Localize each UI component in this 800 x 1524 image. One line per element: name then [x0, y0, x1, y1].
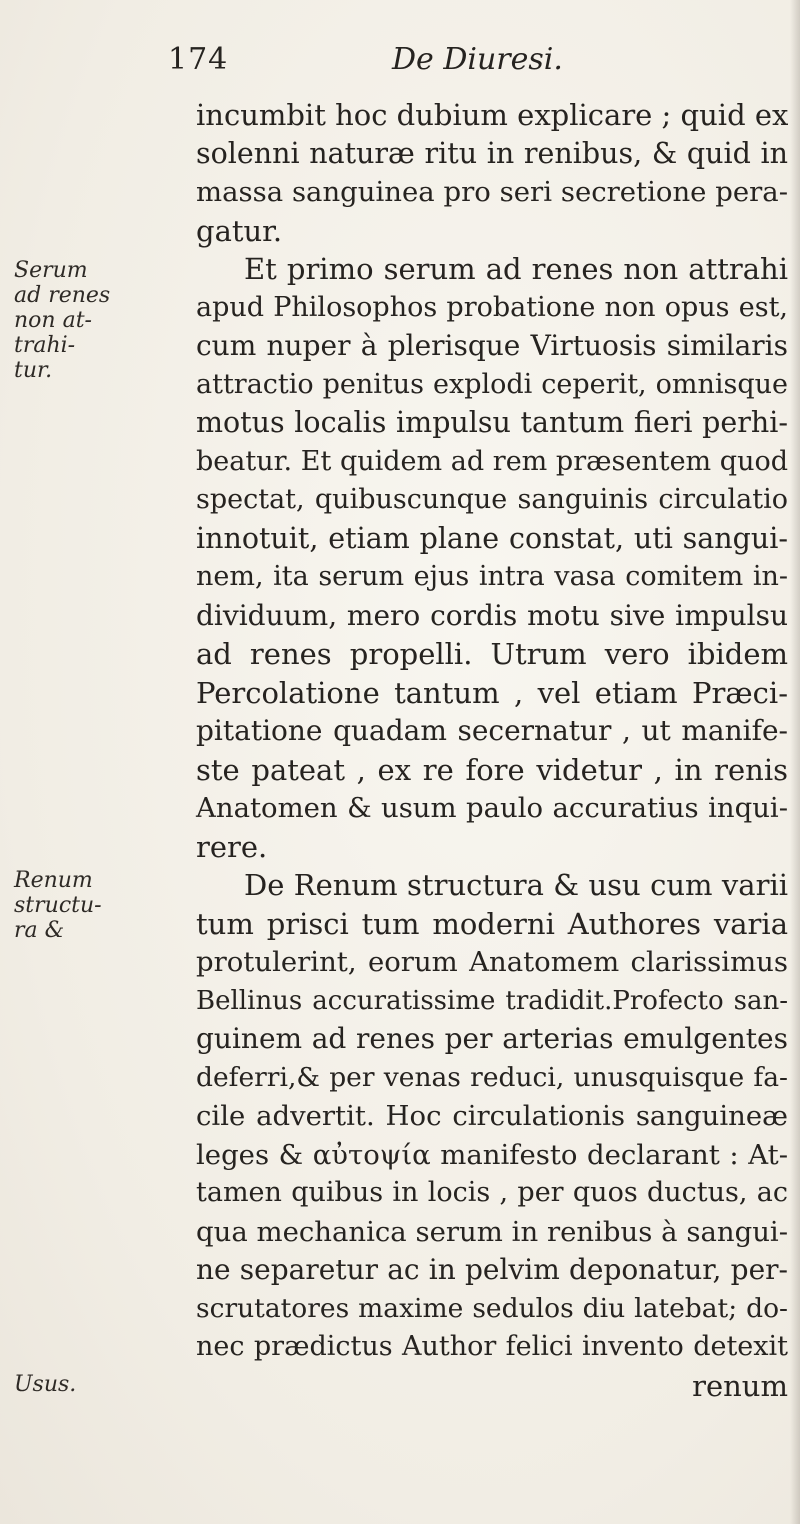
text-line: scrutatores maxime sedulos diu latebat; do- [196, 1292, 788, 1324]
text-line: apud Philosophos probatione non opus est, [196, 291, 788, 323]
text-line: guinem ad renes per arterias emulgentes [196, 1022, 788, 1055]
text-line: cum nuper à plerisque Virtuosis similaris [196, 329, 788, 362]
page-number: 174 [168, 42, 229, 77]
text-line: innotuit, etiam plane constat, uti sangui- [196, 521, 788, 555]
text-line: gatur. [196, 213, 283, 248]
text-line: qua mechanica serum in renibus à sangui- [196, 1215, 788, 1248]
margin-note-line: structu- [14, 893, 102, 918]
margin-note-line: trahi- [14, 333, 76, 358]
text-line: Percolatione tantum , vel etiam Præci- [196, 675, 788, 710]
margin-note-line: Renum [14, 868, 93, 893]
running-head: De Diuresi. [392, 42, 563, 77]
margin-note-line: ad renes [14, 283, 111, 308]
text-line: incumbit hoc dubium explicare ; quid ex [196, 98, 789, 132]
text-line: spectat, quibuscunque sanguinis circulatio [196, 484, 788, 515]
text-line: attractio penitus explodi ceperit, omnisque [196, 368, 788, 400]
catchword: renum [692, 1368, 788, 1403]
margin-note-line: Serum [14, 258, 88, 283]
margin-note-line: Usus. [14, 1372, 77, 1397]
page-edge-shadow [790, 0, 800, 1524]
text-line: motus localis impulsu tantum fieri perhi- [196, 406, 788, 439]
text-line: solenni naturæ ritu in renibus, & quid in [196, 136, 788, 170]
margin-note-usus [14, 1372, 129, 1397]
margin-note-renum [14, 868, 129, 943]
text-line: De Renum structura & usu cum varii [244, 868, 788, 902]
margin-note-line: tur. [14, 358, 53, 383]
text-line: nem, ita serum ejus intra vasa comitem in- [196, 561, 788, 592]
margin-note-line: non at- [14, 308, 92, 333]
text-line: Bellinus accuratissime tradidit.Profecto san- [196, 985, 788, 1016]
text-line: beatur. Et quidem ad rem præsentem quod [196, 445, 788, 477]
page-header [0, 42, 800, 92]
text-line: cile advertit. Hoc circulationis sanguineæ [196, 1100, 788, 1132]
text-line: ne separetur ac in pelvim deponatur, per- [196, 1253, 788, 1286]
text-line: ad renes propelli. Utrum vero ibidem [196, 637, 788, 671]
text-line: dividuum, mero cordis motu sive impulsu [196, 598, 788, 632]
margin-note-line: ra & [14, 918, 65, 943]
text-line: tum prisci tum moderni Authores varia [196, 906, 788, 941]
margin-note-serum [14, 258, 129, 383]
text-line: rere. [196, 829, 268, 864]
text-line: massa sanguinea pro seri secretione pera- [196, 176, 788, 208]
text-line: Anatomen & usum paulo accuratius inqui- [196, 792, 788, 824]
text-line: nec prædictus Author felici invento detexit [196, 1331, 788, 1362]
text-line: Et primo serum ad renes non attrahi [244, 252, 788, 286]
body-text [196, 96, 788, 1405]
text-line: ste pateat , ex re fore videtur , in renis [196, 752, 788, 787]
text-line: deferri,& per venas reduci, unusquisque fa- [196, 1061, 788, 1093]
text-line: pitatione quadam secernatur , ut manife- [196, 714, 788, 747]
text-line: tamen quibus in locis , per quos ductus, ac [196, 1177, 788, 1208]
text-line: leges & αὐτοψία manifesto declarant : At- [196, 1138, 788, 1171]
text-line: protulerint, eorum Anatomem clarissimus [196, 946, 788, 978]
